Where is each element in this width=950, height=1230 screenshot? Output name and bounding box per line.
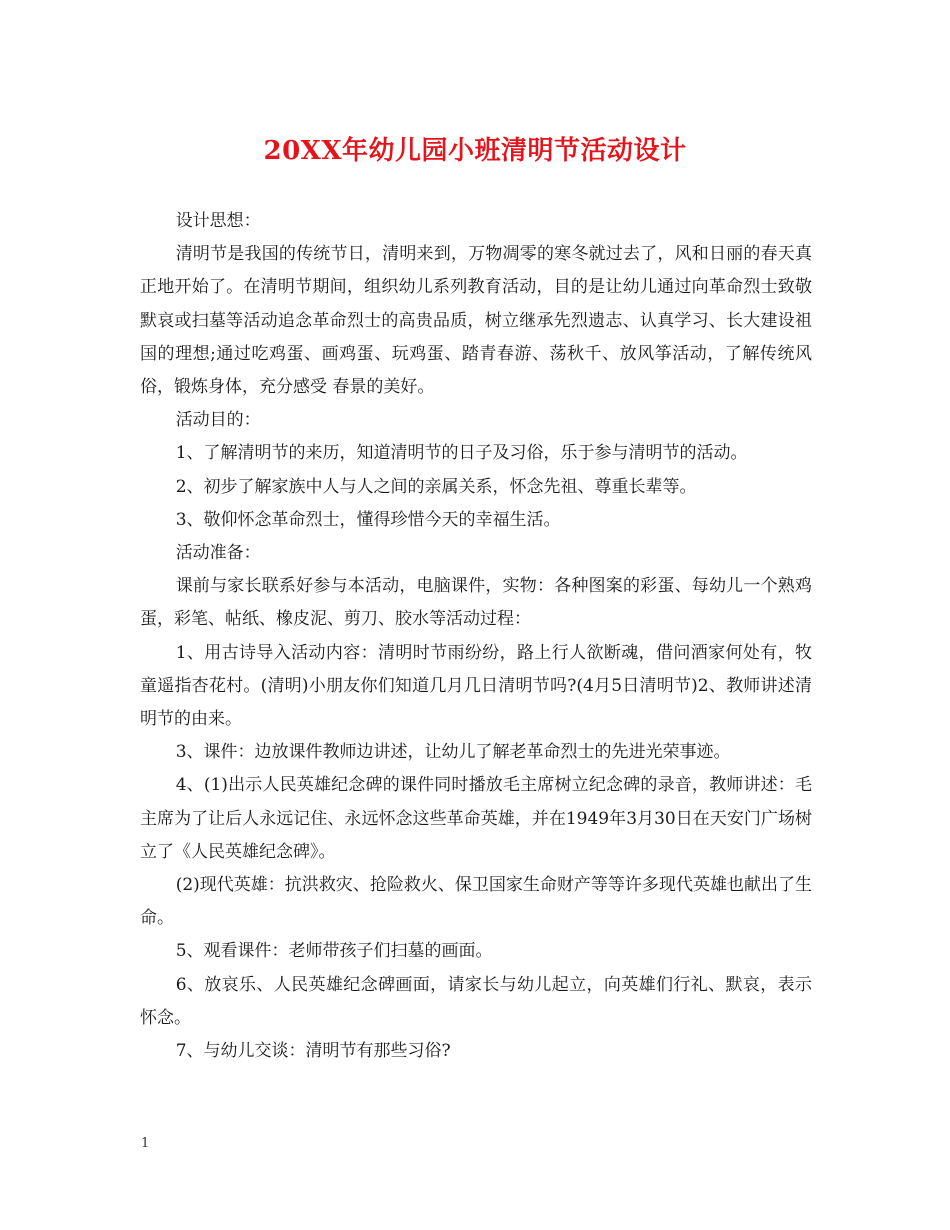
section-heading-purpose: 活动目的：: [175, 410, 261, 431]
paragraph-design-idea: 清明节是我国的传统节日，清明来到，万物凋零的寒冬就过去了，风和日丽的春天真正地开始了。在清明节期间，组织幼儿系列教育活动，目的是让幼儿通过向革命烈士致敬默哀或扫墓等活动追念革命烈士的高贵品质，树立继承先烈遗志、认真学习、长大建设祖国的理想;通过吃鸡蛋、画鸡蛋、玩鸡蛋、踏青春游、荡秋千、放风筝活动，了解传统风俗，锻炼身体，充分感受 春景的美好。: [140, 244, 812, 398]
purpose-item-2: 2、初步了解家族中人与人之间的亲属关系，怀念先祖、尊重长辈等。: [175, 476, 697, 497]
process-step-5: 5、观看课件：老师带孩子们扫墓的画面。: [175, 941, 493, 962]
process-step-7: 7、与幼儿交谈：清明节有那些习俗?: [175, 1041, 451, 1062]
process-step-3: 3、课件：边放课件教师边讲述，让幼儿了解老革命烈士的先进光荣事迹。: [175, 742, 731, 763]
paragraph-preparation: 课前与家长联系好参与本活动，电脑课件，实物：各种图案的彩蛋、每幼儿一个熟鸡蛋，彩笔、帖纸、橡皮泥、剪刀、胶水等活动过程：: [140, 576, 812, 630]
page-number: 1: [141, 1136, 150, 1151]
process-step-1: 1、用古诗导入活动内容：清明时节雨纷纷，路上行人欲断魂，借问酒家何处有，牧童遥指杏花村。(清明)小朋友你们知道几月几日清明节吗?(4月5日清明节)2、教师讲述清明节的由来。: [140, 642, 812, 730]
purpose-item-1: 1、了解清明节的来历，知道清明节的日子及习俗，乐于参与清明节的活动。: [175, 443, 748, 464]
section-heading-design-idea: 设计思想：: [175, 211, 261, 231]
document-body: [140, 205, 812, 1068]
purpose-item-3: 3、敬仰怀念革命烈士，懂得珍惜今天的幸福生活。: [175, 509, 561, 530]
process-step-6: 6、放哀乐、人民英雄纪念碑画面，请家长与幼儿起立，向英雄们行礼、默哀，表示怀念。: [140, 974, 812, 1028]
section-heading-preparation: 活动准备：: [175, 543, 261, 564]
process-step-4: 4、(1)出示人民英雄纪念碑的课件同时播放毛主席树立纪念碑的录音，教师讲述：毛主席为了让后人永远记住、永远怀念这些革命英雄，并在1949年3月30日在天安门广场树立了《人民英雄纪念碑》。: [140, 775, 812, 862]
process-step-4-sub-2: (2)现代英雄：抗洪救灾、抢险救火、保卫国家生命财产等等许多现代英雄也献出了生命。: [140, 875, 812, 929]
document-title: 20XX年幼儿园小班清明节活动设计: [263, 136, 687, 166]
